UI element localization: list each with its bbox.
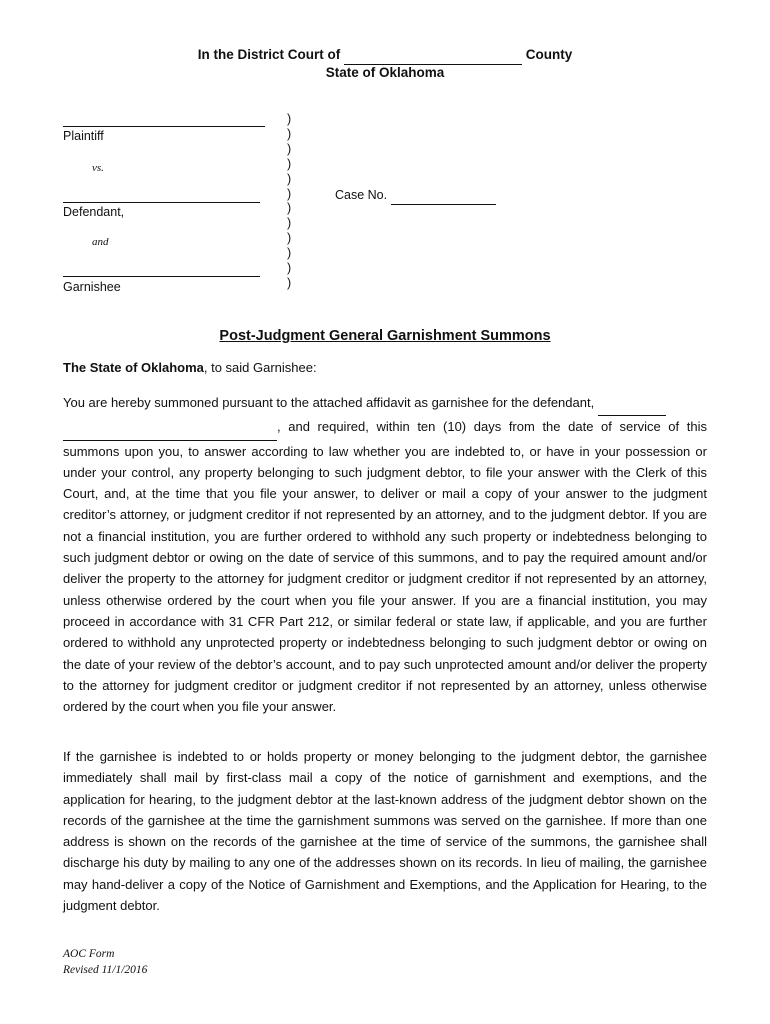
case-no-label: Case No. (335, 188, 388, 202)
plaintiff-label: Plaintiff (63, 129, 104, 143)
intro-state: The State of Oklahoma (63, 360, 204, 375)
county-blank[interactable] (344, 49, 522, 65)
paren: ) (287, 231, 292, 246)
court-prefix: In the District Court of (197, 47, 341, 62)
paren: ) (287, 201, 292, 216)
summons-paragraph-1 (63, 392, 707, 717)
paren: ) (287, 275, 292, 290)
garnishee-label: Garnishee (63, 280, 121, 294)
versus-label: vs. (92, 162, 104, 174)
paren: ) (287, 261, 292, 276)
paren: ) (287, 171, 292, 186)
footer-form: AOC Form (63, 948, 115, 960)
court-suffix: County (525, 47, 573, 62)
caption-parentheses (287, 112, 291, 291)
paren: ) (287, 186, 292, 201)
intro-rest: , to said Garnishee: (203, 360, 317, 375)
paren: ) (287, 156, 292, 171)
court-heading (0, 47, 770, 65)
case-number (335, 188, 496, 205)
p1-continued: , and required, within ten (10) days from the date of service of this summons upon you, to answer according to law whether you are indebted to, or have in your possession or under your control, any property belonging to such judgment debtor, to file your answer with the Clerk of this Court, and, at the time that you file your answer, to deliver or mail a copy of your answer to the judgment creditor’s attorney, or judgment creditor if not represented by an attorney, and to the judgment debtor. If you are not a financial institution, you are further ordered to withhold any such property or indebtedness belonging to such judgment debtor or owing on the date of service of this summons, and to pay the required amount and/or deliver the property to the attorney for judgment creditor or judgment creditor if not represented by an attorney, unless otherwise ordered by the court when you file your answer. If you are a financial institution, you may proceed in accordance with 31 CFR Part 212, or similar federal or state law, if applicable, and you are further ordered to withhold any unprotected property or indebtedness belonging to such judgment debtor or owing on the date of your review of the debtor’s account, and to pay such unprotected amount and/or deliver the property to the attorney for judgment creditor or judgment creditor if not represented by an attorney, unless otherwise ordered by the court when you file your answer. (63, 419, 707, 715)
paren: ) (287, 216, 292, 231)
defendant-name-blank[interactable] (63, 418, 277, 440)
plaintiff-blank[interactable] (63, 126, 265, 127)
defendant-blank[interactable] (63, 202, 260, 203)
and-label: and (92, 236, 109, 248)
footer-revised: Revised 11/1/2016 (63, 964, 148, 976)
garnishee-blank[interactable] (63, 276, 260, 277)
state-heading: State of Oklahoma (325, 65, 445, 80)
p1-start: You are hereby summoned pursuant to the attached affidavit as garnishee for the defendant, (63, 395, 598, 410)
case-no-blank[interactable] (391, 190, 496, 205)
paren: ) (287, 112, 292, 126)
paren: ) (287, 246, 292, 261)
defendant-name-blank-end[interactable] (598, 394, 666, 416)
document-title: Post-Judgment General Garnishment Summons (219, 328, 551, 344)
intro-line (63, 360, 317, 375)
paren: ) (287, 141, 292, 156)
summons-paragraph-2: If the garnishee is indebted to or holds property or money belonging to the judgment debtor, the garnishee immediately shall mail by first-class mail a copy of the notice of garnishment and exemptions, and the application for hearing, to the judgment debtor at the last-known address of the judgment debtor shown on the records of the garnishee at the time the garnishment summons was served on the garnishee. If more than one address is shown on the records of the garnishee at the time of service of the summons, the garnishee shall discharge his duty by mailing to any one of the addresses shown on its records. In lieu of mailing, the garnishee may hand-deliver a copy of the Notice of Garnishment and Exemptions, and the Application for Hearing, to the judgment debtor. (63, 749, 707, 914)
paren: ) (287, 126, 292, 141)
defendant-label: Defendant, (63, 205, 125, 219)
